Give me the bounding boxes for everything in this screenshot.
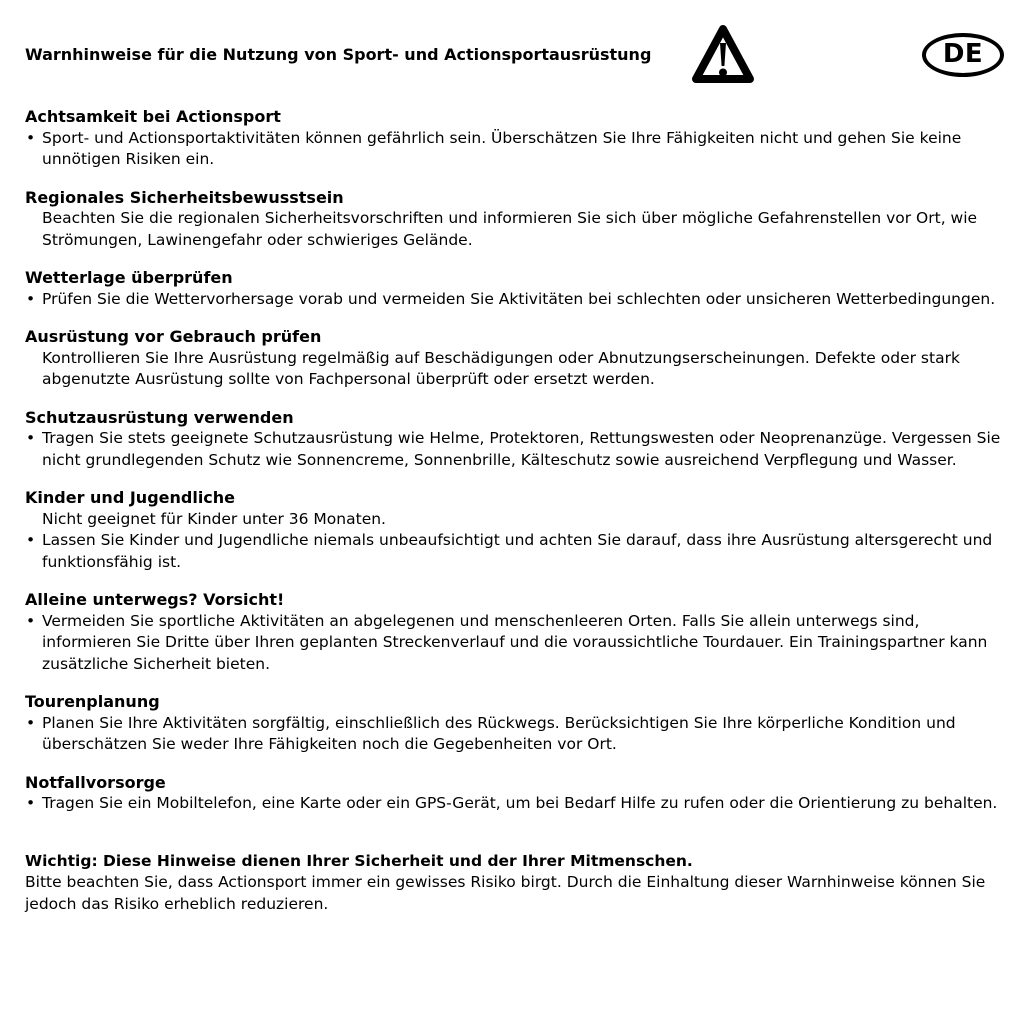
section-wetterlage [25, 267, 1005, 310]
language-badge [922, 33, 1004, 77]
list-item-text: Kontrollieren Sie Ihre Ausrüstung regelmäßig auf Beschädigungen oder Abnutzungserscheinungen. Defekte oder stark abgenutzte Ausrüstung sollte von Fachpersonal überprüft oder ersetzt werden. [42, 348, 960, 388]
list-item-text: Lassen Sie Kinder und Jugendliche niemals unbeaufsichtigt und achten Sie darauf, dass ihre Ausrüstung altersgerecht und funktionsfähig ist. [42, 531, 993, 571]
list-item [25, 428, 1005, 471]
footer-important-line: Wichtig: Diese Hinweise dienen Ihrer Sicherheit und der Ihrer Mitmenschen. [25, 851, 693, 870]
section-schutzausruestung [25, 407, 1005, 472]
footer-note [25, 851, 1005, 916]
list-item-text: Tragen Sie ein Mobiltelefon, eine Karte oder ein GPS-Gerät, um bei Bedarf Hilfe zu rufen oder die Orientierung zu behalten. [42, 794, 998, 812]
bullet-icon: • [26, 429, 36, 447]
section-alleine [25, 589, 1005, 675]
section-heading: Regionales Sicherheitsbewusstsein [25, 187, 344, 207]
list-item-text: Prüfen Sie die Wettervorhersage vorab und vermeiden Sie Aktivitäten bei schlechten oder unsicheren Wetterbedingungen. [42, 289, 996, 308]
section-heading: Notfallvorsorge [25, 772, 166, 792]
list-item-text: Vermeiden Sie sportliche Aktivitäten an abgelegenen und menschenleeren Orten. Falls Sie allein unterwegs sind, informieren Sie Dritte über Ihren geplanten Streckenverlauf und die voraussichtliche Tourdauer. Ein Trainingspartner kann zusätzliche Sicherheit bieten. [42, 611, 988, 673]
section-tourenplanung [25, 691, 1005, 756]
bullet-icon: • [26, 611, 36, 630]
warning-triangle-icon [690, 22, 756, 88]
list-item-text: Sport- und Actionsportaktivitäten können gefährlich sein. Überschätzen Sie Ihre Fähigkeiten nicht und gehen Sie keine unnötigen Risiken ein. [42, 128, 962, 168]
section-heading: Alleine unterwegs? Vorsicht! [25, 590, 285, 609]
list-item [25, 713, 1005, 756]
list-item [25, 348, 1005, 391]
bullet-icon: • [26, 794, 36, 812]
list-item [25, 530, 1005, 573]
section-heading: Ausrüstung vor Gebrauch prüfen [25, 327, 322, 346]
list-item [25, 509, 1005, 531]
bullet-icon: • [26, 289, 36, 308]
warnings-list [25, 106, 1005, 915]
section-heading: Tourenplanung [25, 692, 160, 711]
page-title: Warnhinweise für die Nutzung von Sport- und Actionsportausrüstung [25, 45, 652, 64]
bullet-icon: • [26, 531, 36, 549]
list-item-text: Nicht geeignet für Kinder unter 36 Monaten. [42, 509, 386, 528]
bullet-icon: • [26, 128, 36, 147]
section-heading: Achtsamkeit bei Actionsport [25, 107, 281, 126]
list-item-text: Planen Sie Ihre Aktivitäten sorgfältig, einschließlich des Rückwegs. Berücksichtigen Sie Ihre körperliche Kondition und überschätzen Sie weder Ihre Fähigkeiten noch die Gegebenheiten vor Ort. [42, 713, 956, 753]
list-item [25, 208, 1005, 251]
footer-text: Bitte beachten Sie, dass Actionsport immer ein gewisses Risiko birgt. Durch die Einhaltung dieser Warnhinweise können Sie jedoch das Risiko erheblich reduzieren. [25, 873, 986, 913]
list-item-text: Beachten Sie die regionalen Sicherheitsvorschriften und informieren Sie sich über mögliche Gefahrenstellen vor Ort, wie Strömungen, Lawinengefahr oder schwieriges Gelände. [42, 209, 978, 249]
list-item [25, 128, 1005, 171]
section-heading: Wetterlage überprüfen [25, 268, 233, 287]
list-item [25, 289, 1005, 311]
section-ausruestung [25, 326, 1005, 391]
section-notfallvorsorge [25, 772, 1005, 815]
bullet-icon: • [26, 713, 36, 732]
list-item [25, 793, 1005, 815]
list-item-text: Tragen Sie stets geeignete Schutzausrüstung wie Helme, Protektoren, Rettungswesten oder Neoprenanzüge. Vergessen Sie nicht grundlegenden Schutz wie Sonnencreme, Sonnenbrille, Kälteschutz sowie ausreichend Verpflegung und Wasser. [42, 429, 1001, 469]
list-item [25, 611, 1005, 676]
section-achtsamkeit [25, 106, 1005, 171]
section-kinder [25, 487, 1005, 573]
section-heading: Schutzausrüstung verwenden [25, 407, 294, 427]
section-heading: Kinder und Jugendliche [25, 488, 236, 507]
language-badge-label: DE [942, 39, 984, 70]
section-regionales [25, 187, 1005, 252]
